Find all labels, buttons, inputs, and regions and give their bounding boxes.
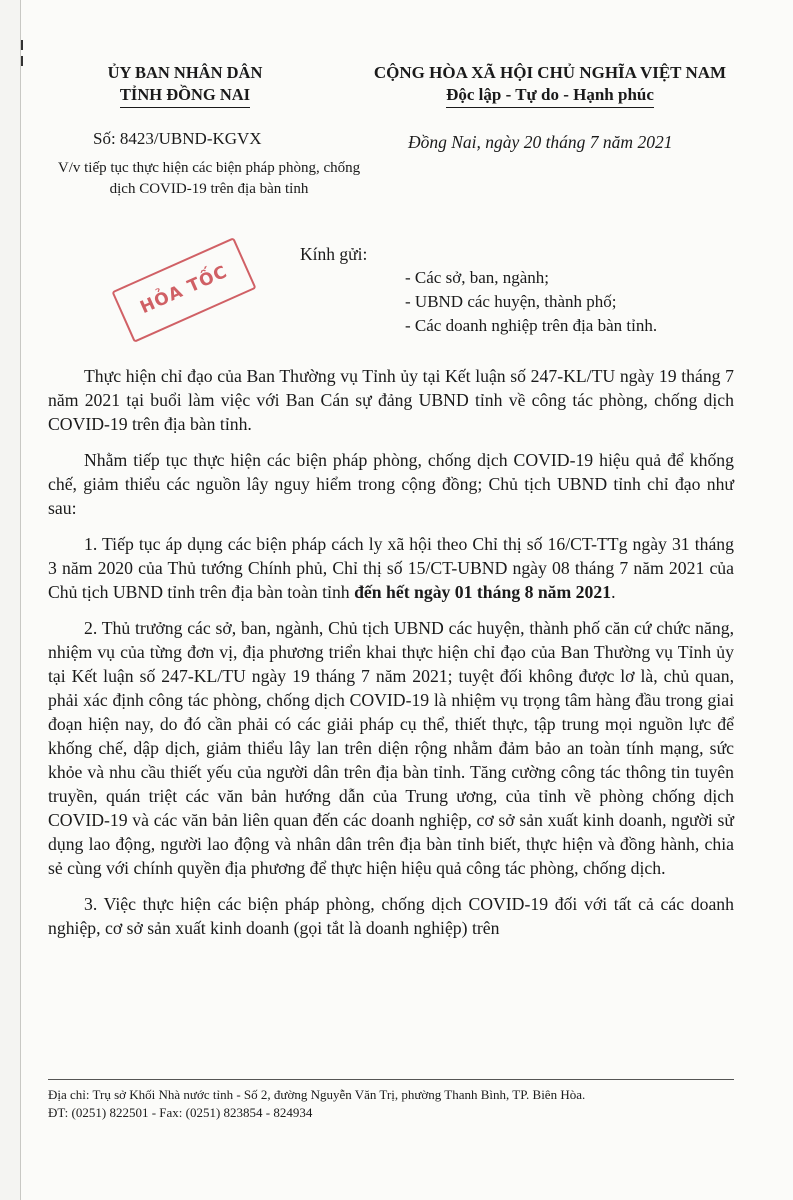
document-number: Số: 8423/UBND-KGVX xyxy=(93,129,262,148)
nation-motto: Độc lập - Tự do - Hạnh phúc xyxy=(446,84,654,108)
document-body xyxy=(48,364,734,952)
agency-line1: ỦY BAN NHÂN DÂN xyxy=(107,63,263,82)
body-paragraph: 3. Việc thực hiện các biện pháp phòng, chống dịch COVID-19 đối với tất cả các doanh nghiệp, cơ sở sản xuất kinh doanh (gọi tắt là doanh nghiệp) trên xyxy=(48,894,734,938)
urgent-stamp-text: HỎA TỐC xyxy=(137,261,231,319)
recipient-item: - Các doanh nghiệp trên địa bàn tỉnh. xyxy=(405,316,658,335)
issuing-agency xyxy=(70,62,300,108)
body-paragraph xyxy=(48,532,734,604)
agency-line2: TỈNH ĐỒNG NAI xyxy=(120,84,250,108)
recipient-item: - Các sở, ban, ngành; xyxy=(405,268,550,287)
footer xyxy=(48,1086,748,1122)
nation-line1: CỘNG HÒA XÃ HỘI CHỦ NGHĨA VIỆT NAM xyxy=(373,63,727,82)
footer-contact: ĐT: (0251) 822501 - Fax: (0251) 823854 - 824934 xyxy=(48,1105,313,1120)
date-line: Đồng Nai, ngày 20 tháng 7 năm 2021 xyxy=(408,132,673,152)
paragraph-text: 1. Tiếp tục áp dụng các biện pháp cách ly xã hội theo Chỉ thị số 16/CT-TTg ngày 31 tháng 3 năm 2020 của Thủ tướng Chính phủ, Chỉ thị số 15/CT-UBND ngày 08 tháng 7 năm 2021 của Chủ tịch UBND tỉnh trên địa bàn toàn tỉnh xyxy=(48,534,734,602)
scan-edge-mark xyxy=(21,40,23,50)
footer-address: Địa chỉ: Trụ sở Khối Nhà nước tỉnh - Số 2, đường Nguyễn Văn Trị, phường Thanh Bình, TP. Biên Hòa. xyxy=(48,1087,586,1102)
paragraph-end: . xyxy=(611,582,616,602)
body-paragraph: Thực hiện chỉ đạo của Ban Thường vụ Tỉnh ủy tại Kết luận số 247-KL/TU ngày 19 tháng 7 năm 2021 tại buổi làm việc với Ban Cán sự đảng UBND tỉnh về công tác phòng, chống dịch COVID-19 trên địa bàn tỉnh. xyxy=(48,366,734,434)
footer-divider xyxy=(48,1079,734,1080)
national-header xyxy=(330,62,770,108)
document-subject: V/v tiếp tục thực hiện các biện pháp phòng, chống dịch COVID-19 trên địa bàn tỉnh xyxy=(57,160,361,197)
body-paragraph: Nhằm tiếp tục thực hiện các biện pháp phòng, chống dịch COVID-19 hiệu quả để khống chế, giảm thiểu các nguồn lây nguy hiểm trong cộng đồng; Chủ tịch UBND tỉnh chỉ đạo như sau: xyxy=(48,450,734,518)
kinh-gui-label: Kính gửi: xyxy=(300,244,368,264)
recipient-item: - UBND các huyện, thành phố; xyxy=(405,292,617,311)
recipient-list xyxy=(405,266,657,338)
scan-edge-mark xyxy=(21,56,23,66)
body-paragraph: 2. Thủ trưởng các sở, ban, ngành, Chủ tịch UBND các huyện, thành phố căn cứ chức năng, nhiệm vụ của từng đơn vị, địa phương triển khai thực hiện chỉ đạo của Ban Thường vụ Tỉnh ủy tại Kết luận số 247-KL/TU ngày 19 tháng 7 năm 2021; tuyệt đối không được lơ là, chủ quan, phải xác định công tác phòng, chống dịch COVID-19 là nhiệm vụ trọng tâm hàng đầu trong giai đoạn hiện nay, do đó cần phải có các giải pháp cụ thể, thiết thực, tập trung mọi nguồn lực để khống chế, dập dịch, giảm thiểu lây lan trên diện rộng nhằm đảm bảo an toàn tính mạng, sức khỏe và nhu cầu thiết yếu của người dân trên địa bàn tỉnh. Tăng cường công tác thông tin tuyên truyền, quán triệt các văn bản hướng dẫn của Trung ương, của tỉnh về phòng chống dịch COVID-19 và các văn bản liên quan đến các doanh nghiệp, cơ sở sản xuất kinh doanh, người sử dụng lao động, người lao động và nhân dân trên địa bàn tỉnh biết, thực hiện và đồng hành, chia sẻ cùng với chính quyền địa phương để thực hiện hiệu quả công tác phòng, chống dịch. xyxy=(48,618,734,878)
deadline-bold: đến hết ngày 01 tháng 8 năm 2021 xyxy=(354,582,612,602)
